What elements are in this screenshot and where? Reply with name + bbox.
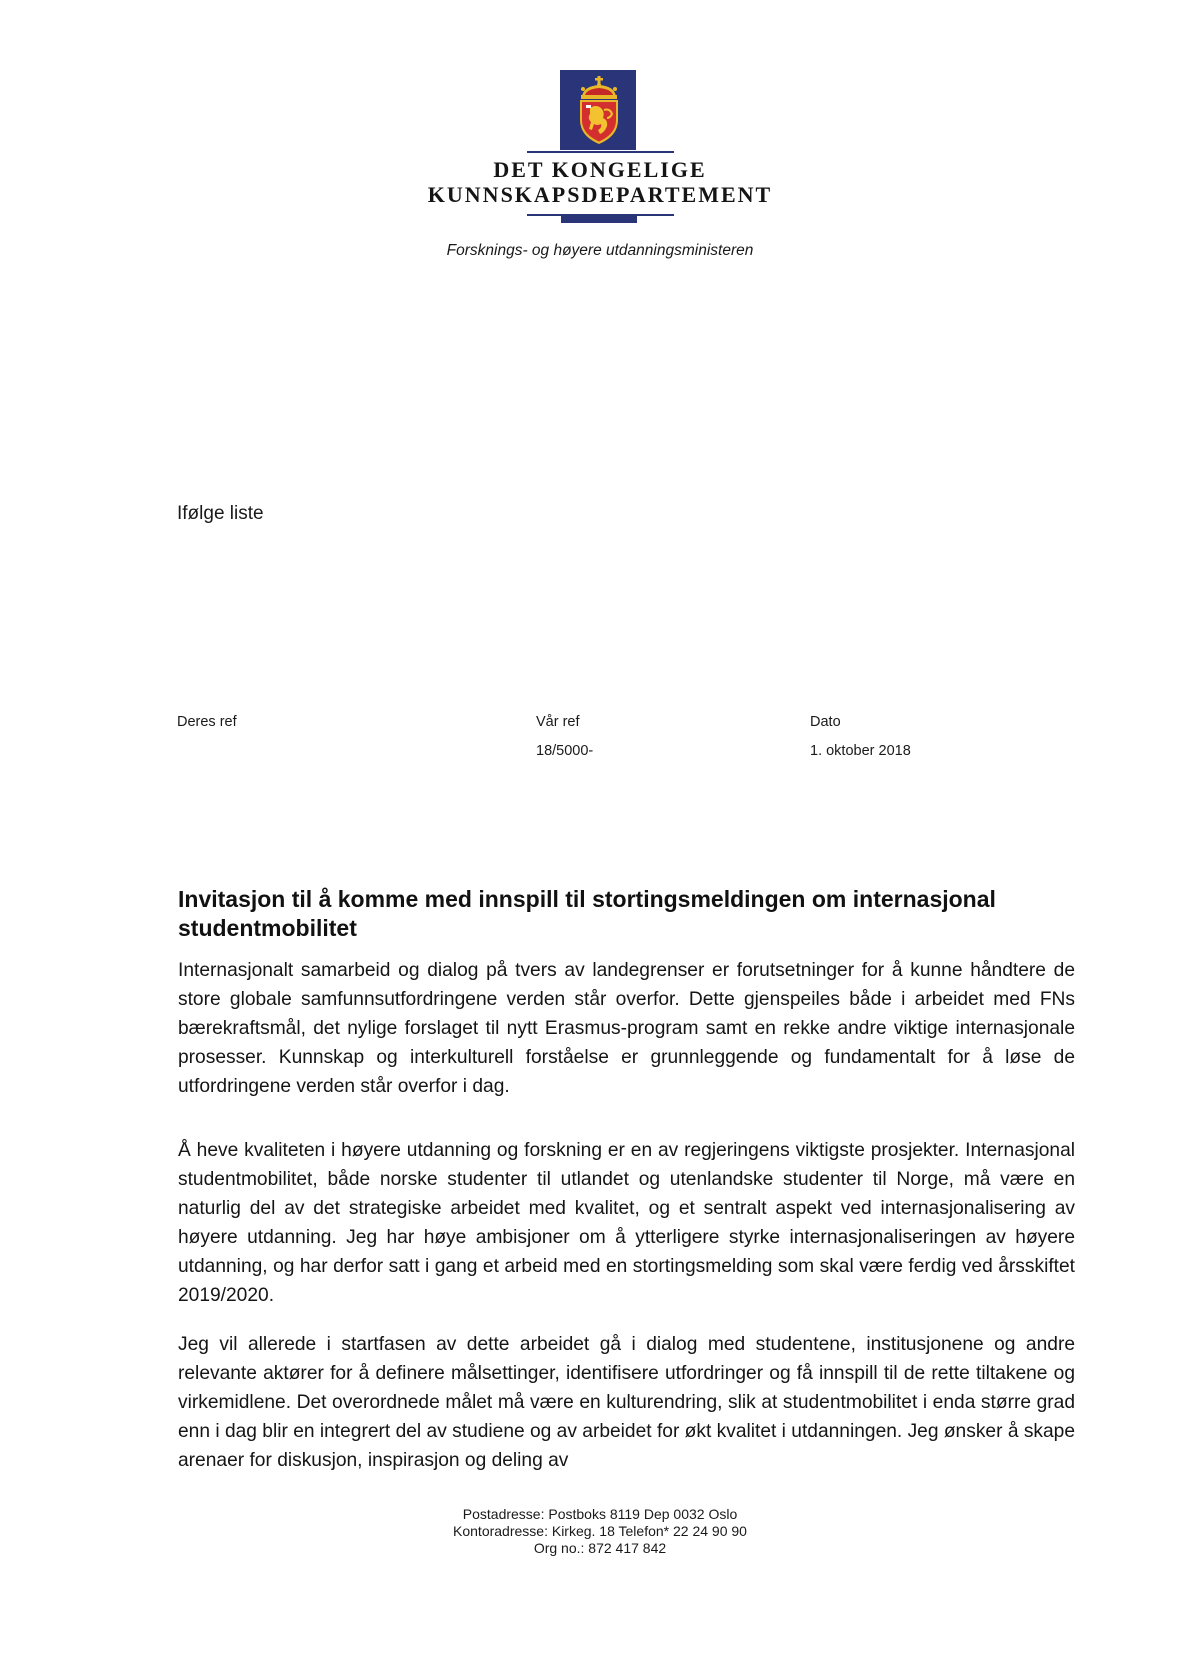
letterhead-rule-top: [527, 151, 674, 153]
var-ref-label: Vår ref: [536, 714, 580, 730]
deres-ref-label: Deres ref: [177, 714, 237, 730]
sender-title: Forsknings- og høyere utdanningsministeren: [446, 242, 754, 259]
footer-address: [300, 1506, 900, 1557]
date-value: 1. oktober 2018: [810, 743, 911, 759]
letter-heading: Invitasjon til å komme med innspill til stortingsmeldingen om internasjonal studentmobilitet: [178, 886, 996, 941]
var-ref-value: 18/5000-: [536, 743, 594, 759]
department-name-line1: DET KONGELIGE: [493, 157, 707, 182]
recipient: Ifølge liste: [177, 503, 264, 524]
letterhead-bar: [561, 216, 637, 223]
department-name-line2: KUNNSKAPSDEPARTEMENT: [427, 182, 773, 207]
date-label: Dato: [810, 714, 841, 730]
paragraph-1: Internasjonalt samarbeid og dialog på tvers av landegrenser er forutsetninger for å kunne håndtere de store globale samfunnsutfordringene verden står overfor. Dette gjenspeiles både i arbeidet med FNs bærekraftsmål, det nylige forslaget til nytt Erasmus-program samt en rekke andre viktige internasjonale prosesser. Kunnskap og interkulturell forståelse er grunnleggende og fundamentalt for å løse de utfordringene verden står overfor i dag.: [178, 960, 1075, 1097]
paragraph-2: Å heve kvaliteten i høyere utdanning og forskning er en av regjeringens viktigste prosjekter. Internasjonal studentmobilitet, både norske studenter til utlandet og utenlandske studenter til Norge, må være en naturlig del av det strategiske arbeidet med kvalitet, og et sentralt aspekt ved internasjonalisering av høyere utdanning. Jeg har høye ambisjoner om å ytterligere styrke internasjonaliseringen av høyere utdanning, og har derfor satt i gang et arbeid med en stortingsmelding som skal være ferdig ved årsskiftet 2019/2020.: [178, 1140, 1075, 1306]
footer-org-no: Org no.: 872 417 842: [533, 1540, 667, 1556]
coat-of-arms-icon: [574, 74, 624, 146]
paragraph-3: Jeg vil allerede i startfasen av dette arbeidet gå i dialog med studentene, institusjonene og andre relevante aktører for å definere målsettinger, identifisere utfordringer og få innspill til de rette tiltakene og virkemidlene. Det overordnede målet må være en kulturendring, slik at studentmobilitet i enda større grad enn i dag blir en integrert del av studiene og av arbeidet for økt kvalitet i utdanningen. Jeg ønsker å skape arenaer for diskusjon, inspirasjon og deling av: [178, 1334, 1076, 1471]
footer-kontoradresse: Kontoradresse: Kirkeg. 18 Telefon* 22 24 90 90: [453, 1523, 747, 1539]
footer-postadresse: Postadresse: Postboks 8119 Dep 0032 Oslo: [462, 1506, 738, 1522]
